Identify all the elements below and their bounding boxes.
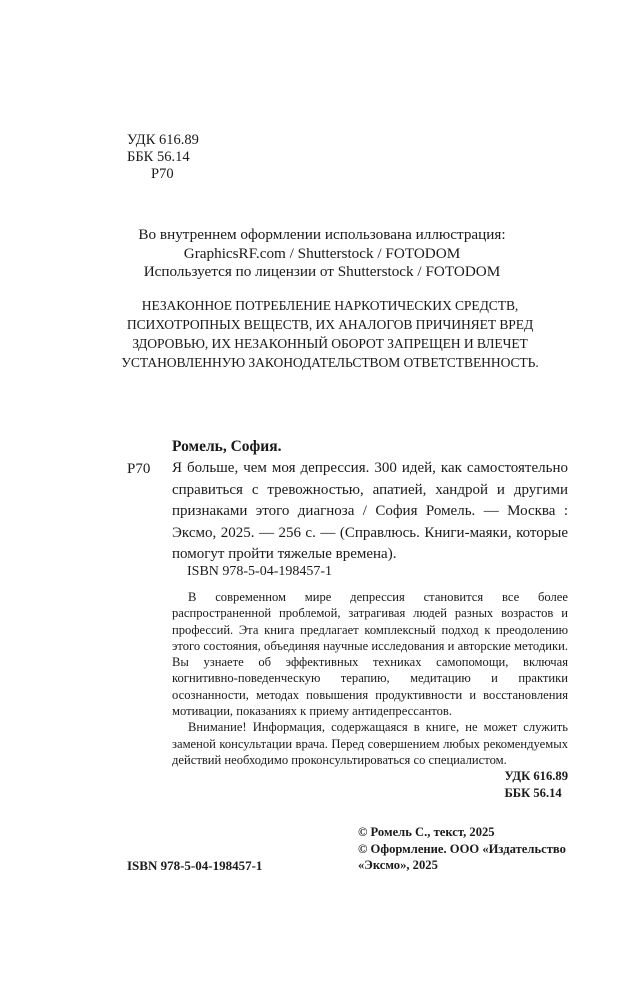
catalog-description: Я больше, чем моя депрессия. 300 идей, как самостоятельно справиться с тревожностью, апатией, хандрой и другими признаками этого диагноза / София Ромель. — Москва : Эксмо, 2025. — 256 с. — (Справлюсь. Книги-маяки, которые помогут пройти тяжелые времена). (172, 460, 568, 562)
catalog-author: Ромель, София. (172, 438, 282, 455)
bbk-code: ББК 56.14 (127, 149, 190, 165)
annotation-paragraph-2: Внимание! Информация, содержащаяся в книге, не может служить заменой консультации врача. Перед совершением любых рекомендуемых действий необходимо проконсультироваться со специалистом. (172, 720, 568, 767)
copyright-design: © Оформление. ООО «Издательство «Эксмо», 2025 (358, 841, 566, 872)
author-mark: Р70 (151, 166, 174, 182)
illustration-line-2: GraphicsRF.com / Shutterstock / FOTODOM (183, 244, 461, 262)
isbn-bottom: ISBN 978-5-04-198457-1 (127, 858, 263, 873)
udk-block-top (127, 132, 199, 183)
catalog-side-mark: Р70 (127, 461, 151, 477)
illustration-notice (0, 226, 644, 282)
drug-warning: НЕЗАКОННОЕ ПОТРЕБЛЕНИЕ НАРКОТИЧЕСКИХ СРЕДСТВ, ПСИХОТРОПНЫХ ВЕЩЕСТВ, ИХ АНАЛОГОВ ПРИЧИНЯЕТ ВРЕД ЗДОРОВЬЮ, ИХ НЕЗАКОННЫЙ ОБОРОТ ЗАПРЕЩЕН И ВЛЕЧЕТ УСТАНОВЛЕННУЮ ЗАКОНОДАТЕЛЬСТВОМ ОТВЕТСТВЕННОСТЬ. (121, 298, 539, 370)
catalog-isbn: ISBN 978-5-04-198457-1 (187, 564, 333, 579)
illustration-line-3: Используется по лицензии от Shutterstock / FOTODOM (143, 263, 501, 280)
bbk-code-bottom: ББК 56.14 (504, 786, 562, 800)
copyright-block (358, 824, 573, 874)
udk-code-bottom: УДК 616.89 (504, 769, 568, 783)
illustration-line-1: Во внутреннем оформлении использована иллюстрация: (138, 226, 506, 243)
annotation (172, 589, 568, 768)
udk-code: УДК 616.89 (127, 132, 199, 148)
copyright-text: © Ромель С., текст, 2025 (358, 825, 495, 839)
udk-block-bottom (504, 768, 568, 802)
annotation-paragraph-1: В современном мире депрессия становится все более распространенной проблемой, затрагивая людей разных возрастов и профессий. Эта книга предлагает комплексный подход к преодолению этого состояния, объединяя научные исследования и авторские методики. Вы узнаете об эффективных техниках самопомощи, включая когнитивно-поведенческую терапию, медитацию и практики осознанности, методах повышения продуктивности и восстановления мотивации, показаниях к приему антидепрессантов. (172, 590, 568, 719)
